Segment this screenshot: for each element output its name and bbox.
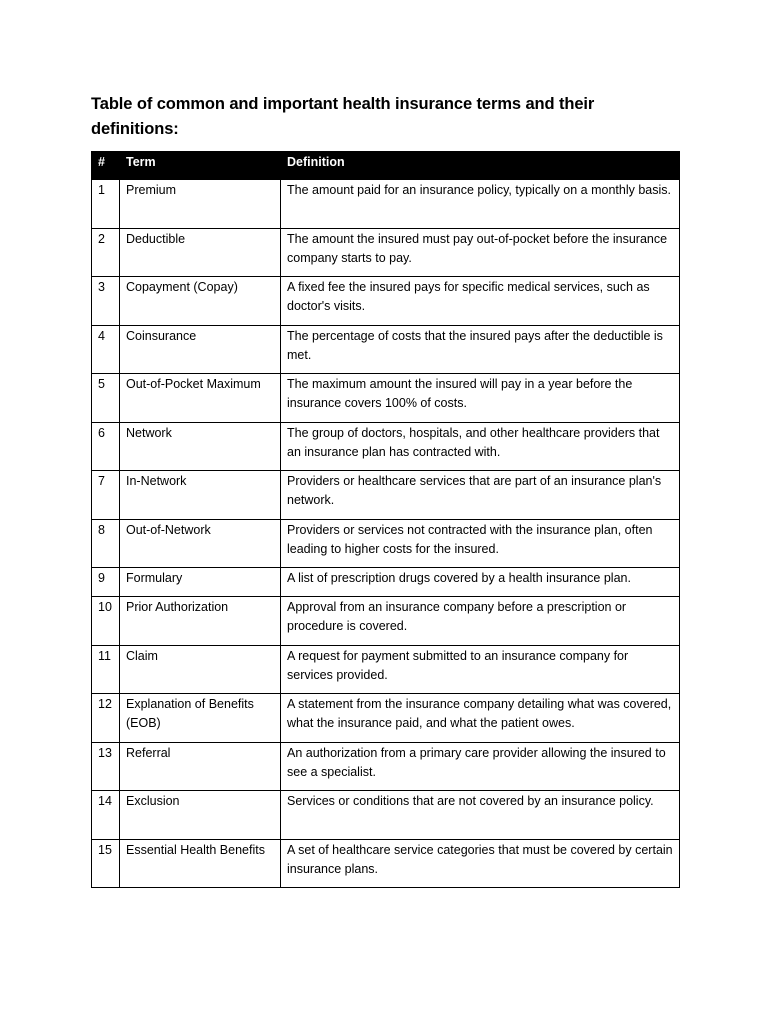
row-term: Out-of-Pocket Maximum [120, 374, 281, 423]
row-term: Copayment (Copay) [120, 277, 281, 326]
row-definition: The amount the insured must pay out-of-pocket before the insurance company starts to pay. [281, 228, 680, 277]
row-number: 5 [92, 374, 120, 423]
terms-table [91, 151, 680, 888]
row-definition: Services or conditions that are not covered by an insurance policy. [281, 791, 680, 840]
row-number: 13 [92, 742, 120, 791]
row-term: Essential Health Benefits [120, 839, 281, 888]
row-definition: A fixed fee the insured pays for specific medical services, such as doctor's visits. [281, 277, 680, 326]
row-definition: The maximum amount the insured will pay in a year before the insurance covers 100% of costs. [281, 374, 680, 423]
row-number: 15 [92, 839, 120, 888]
row-number: 2 [92, 228, 120, 277]
row-definition: The percentage of costs that the insured pays after the deductible is met. [281, 325, 680, 374]
row-number: 7 [92, 471, 120, 520]
table-row [92, 742, 680, 791]
table-row [92, 568, 680, 597]
table-row [92, 471, 680, 520]
row-definition: Approval from an insurance company before a prescription or procedure is covered. [281, 597, 680, 646]
header-definition: Definition [281, 152, 680, 180]
table-header-row [92, 152, 680, 180]
header-term: Term [120, 152, 281, 180]
table-row [92, 422, 680, 471]
table-row [92, 519, 680, 568]
row-number: 10 [92, 597, 120, 646]
table-row [92, 791, 680, 840]
row-number: 8 [92, 519, 120, 568]
table-row [92, 325, 680, 374]
row-term: Referral [120, 742, 281, 791]
row-term: Exclusion [120, 791, 281, 840]
row-term: Out-of-Network [120, 519, 281, 568]
row-number: 11 [92, 645, 120, 694]
document-title: Table of common and important health insurance terms and their definitions: [91, 95, 595, 138]
row-term: Explanation of Benefits (EOB) [120, 694, 281, 743]
row-term: Premium [120, 180, 281, 229]
table-row [92, 597, 680, 646]
row-term: Prior Authorization [120, 597, 281, 646]
table-row [92, 694, 680, 743]
table-row [92, 645, 680, 694]
row-definition: A request for payment submitted to an insurance company for services provided. [281, 645, 680, 694]
row-definition: A set of healthcare service categories that must be covered by certain insurance plans. [281, 839, 680, 888]
row-number: 9 [92, 568, 120, 597]
row-term: In-Network [120, 471, 281, 520]
row-number: 4 [92, 325, 120, 374]
header-number: # [92, 152, 120, 180]
row-term: Deductible [120, 228, 281, 277]
row-definition: Providers or services not contracted with the insurance plan, often leading to higher costs for the insured. [281, 519, 680, 568]
row-definition: The group of doctors, hospitals, and other healthcare providers that an insurance plan has contracted with. [281, 422, 680, 471]
row-definition: A list of prescription drugs covered by a health insurance plan. [281, 568, 680, 597]
row-number: 12 [92, 694, 120, 743]
row-term: Coinsurance [120, 325, 281, 374]
row-number: 6 [92, 422, 120, 471]
table-row [92, 277, 680, 326]
table-row [92, 839, 680, 888]
row-number: 14 [92, 791, 120, 840]
table-row [92, 374, 680, 423]
row-term: Formulary [120, 568, 281, 597]
table-row [92, 180, 680, 229]
row-definition: Providers or healthcare services that are part of an insurance plan's network. [281, 471, 680, 520]
row-number: 3 [92, 277, 120, 326]
row-definition: A statement from the insurance company detailing what was covered, what the insurance paid, and what the patient owes. [281, 694, 680, 743]
row-number: 1 [92, 180, 120, 229]
row-definition: The amount paid for an insurance policy, typically on a monthly basis. [281, 180, 680, 229]
row-term: Network [120, 422, 281, 471]
row-definition: An authorization from a primary care provider allowing the insured to see a specialist. [281, 742, 680, 791]
row-term: Claim [120, 645, 281, 694]
table-row [92, 228, 680, 277]
